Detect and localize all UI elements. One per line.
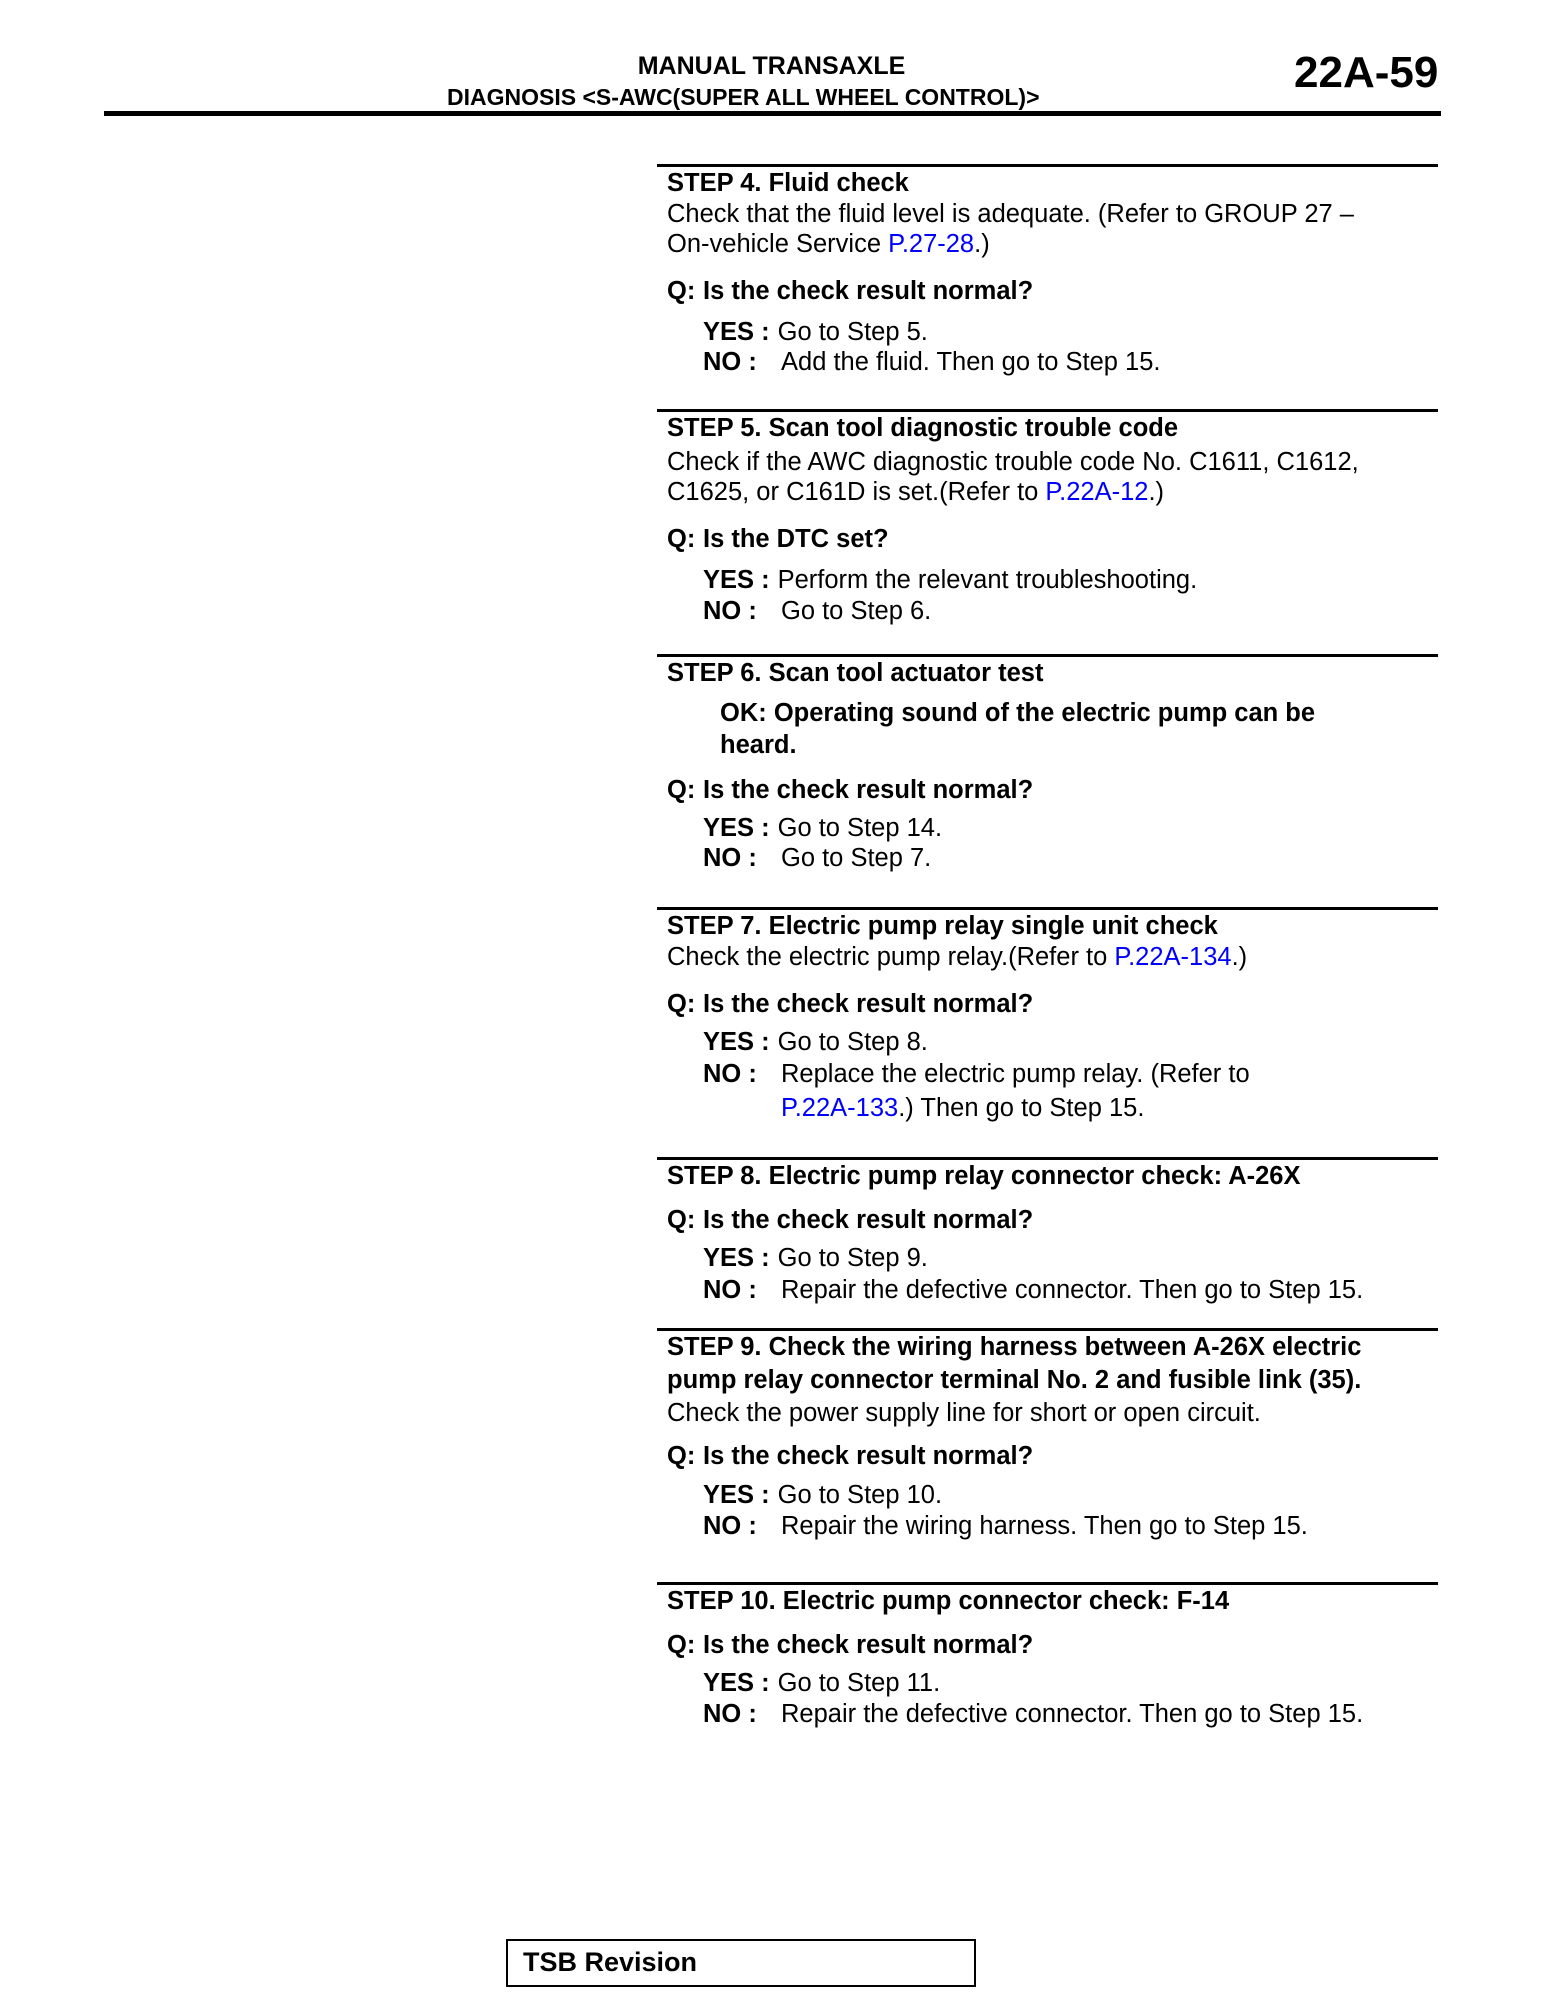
question-text: Is the check result normal? [703, 277, 1034, 305]
step-title-line: pump relay connector terminal No. 2 and fusible link (35). [667, 1366, 1362, 1394]
question-label: Q: [667, 525, 696, 553]
question [667, 1629, 1438, 1661]
answer-yes [703, 1479, 1438, 1511]
no-text: Repair the wiring harness. Then go to Step 15. [781, 1512, 1308, 1540]
answer-yes [703, 1242, 1438, 1274]
question-text: Is the check result normal? [703, 1631, 1034, 1659]
body-text: C1625, or C161D is set.(Refer to [667, 478, 1046, 506]
yes-text: Go to Step 5. [777, 318, 928, 346]
answers [667, 1026, 1438, 1127]
step-body-line: Check that the fluid level is adequate. (Refer to GROUP 27 – [667, 200, 1354, 228]
step-title: STEP 6. Scan tool actuator test [667, 659, 1044, 687]
ok-criteria-line: OK: Operating sound of the electric pump can be [720, 699, 1316, 727]
step-title: STEP 8. Electric pump relay connector check: A-26X [667, 1162, 1301, 1190]
ok-criteria [667, 697, 1438, 762]
no-label: NO : [703, 844, 757, 872]
no-text [781, 1058, 1250, 1127]
no-label: NO : [703, 1700, 757, 1728]
answers [667, 1479, 1438, 1542]
answer-no [703, 1510, 1438, 1542]
step-8 [657, 1157, 1438, 1306]
section-title-text: MANUAL TRANSAXLE [637, 52, 906, 80]
yes-label: YES : [703, 566, 770, 594]
step-body-line [667, 476, 1438, 508]
question-text: Is the check result normal? [703, 990, 1034, 1018]
question-text: Is the check result normal? [703, 1206, 1034, 1234]
no-text: Go to Step 6. [781, 597, 932, 625]
step-body-line [667, 228, 1438, 260]
answer-no [703, 842, 1438, 874]
body-text: .) [1148, 478, 1165, 506]
step-title-line: STEP 9. Check the wiring harness between A-26X electric [667, 1333, 1362, 1361]
yes-label: YES : [703, 1481, 770, 1509]
no-text: Repair the defective connector. Then go to Step 15. [781, 1276, 1364, 1304]
yes-label: YES : [703, 318, 770, 346]
no-text: Add the fluid. Then go to Step 15. [781, 348, 1161, 376]
no-text-line [781, 1090, 1250, 1127]
answers [667, 1667, 1438, 1730]
section-subtitle: DIAGNOSIS <S-AWC(SUPER ALL WHEEL CONTROL)> [447, 84, 1040, 110]
no-label: NO : [703, 597, 757, 625]
step-title: STEP 5. Scan tool diagnostic trouble code [667, 414, 1179, 442]
question [667, 988, 1438, 1020]
answer-yes [703, 564, 1438, 596]
yes-text: Perform the relevant troubleshooting. [777, 566, 1198, 594]
page-number: 22A-59 [1294, 48, 1439, 97]
question [667, 523, 1438, 555]
ok-criteria-line: heard. [720, 731, 797, 759]
step-5 [657, 409, 1438, 627]
answers [667, 564, 1438, 627]
answers [667, 316, 1438, 378]
yes-text: Go to Step 8. [777, 1028, 928, 1056]
no-text: Repair the defective connector. Then go to Step 15. [781, 1700, 1364, 1728]
step-6 [657, 654, 1438, 874]
step-body-line [667, 941, 1438, 973]
step-title [667, 1331, 1438, 1396]
step-9 [657, 1328, 1438, 1542]
no-text: Go to Step 7. [781, 844, 932, 872]
no-text-line: Replace the electric pump relay. (Refer to [781, 1060, 1250, 1088]
question-text: Is the check result normal? [703, 776, 1034, 804]
answer-no [703, 1058, 1438, 1127]
step-title: STEP 4. Fluid check [667, 169, 909, 197]
answers [667, 812, 1438, 874]
answer-no [703, 1274, 1438, 1306]
tsb-revision-label: TSB Revision [523, 1947, 698, 1977]
page-reference-link[interactable]: P.22A-134 [1114, 943, 1232, 971]
step-title: STEP 7. Electric pump relay single unit check [667, 912, 1218, 940]
yes-text: Go to Step 11. [777, 1669, 941, 1697]
yes-label: YES : [703, 1244, 770, 1272]
answers [667, 1242, 1438, 1306]
page-reference-link[interactable]: P.22A-133 [781, 1094, 899, 1122]
question-label: Q: [667, 776, 696, 804]
question [667, 1204, 1438, 1236]
answer-yes [703, 812, 1438, 844]
no-label: NO : [703, 348, 757, 376]
answer-no [703, 595, 1438, 627]
answer-yes [703, 1667, 1438, 1699]
step-body-line: Check if the AWC diagnostic trouble code No. C1611, C1612, [667, 448, 1359, 476]
yes-label: YES : [703, 1669, 770, 1697]
header-rule [104, 111, 1441, 116]
yes-label: YES : [703, 814, 770, 842]
yes-text: Go to Step 9. [777, 1244, 928, 1272]
answer-no [703, 346, 1438, 378]
question [667, 774, 1438, 806]
answer-yes [703, 1026, 1438, 1058]
page-reference-link[interactable]: P.22A-12 [1045, 478, 1149, 506]
no-label: NO : [703, 1276, 757, 1304]
body-text: .) [974, 230, 990, 258]
yes-label: YES : [703, 1028, 770, 1056]
step-4 [657, 164, 1438, 378]
question-text: Is the DTC set? [703, 525, 889, 553]
answer-no [703, 1698, 1438, 1730]
question-label: Q: [667, 1206, 696, 1234]
question-label: Q: [667, 990, 696, 1018]
question [667, 275, 1438, 307]
body-text: Check the electric pump relay.(Refer to [667, 943, 1115, 971]
question-text: Is the check result normal? [703, 1442, 1034, 1470]
yes-text: Go to Step 14. [777, 814, 943, 842]
question [667, 1440, 1438, 1472]
no-text-post: .) Then go to Step 15. [898, 1094, 1145, 1122]
step-title: STEP 10. Electric pump connector check: F-14 [667, 1587, 1230, 1615]
question-label: Q: [667, 277, 696, 305]
page-reference-link[interactable]: P.27-28 [888, 230, 975, 258]
answer-yes [703, 316, 1438, 348]
question-label: Q: [667, 1442, 696, 1470]
step-7 [657, 907, 1438, 1127]
yes-text: Go to Step 10. [777, 1481, 943, 1509]
question-label: Q: [667, 1631, 696, 1659]
step-body-line: Check the power supply line for short or open circuit. [667, 1399, 1261, 1427]
tsb-revision-box [506, 1939, 976, 1987]
step-10 [657, 1582, 1438, 1730]
no-label: NO : [703, 1060, 757, 1088]
body-text: .) [1231, 943, 1248, 971]
body-text: On-vehicle Service [667, 230, 889, 258]
no-label: NO : [703, 1512, 757, 1540]
